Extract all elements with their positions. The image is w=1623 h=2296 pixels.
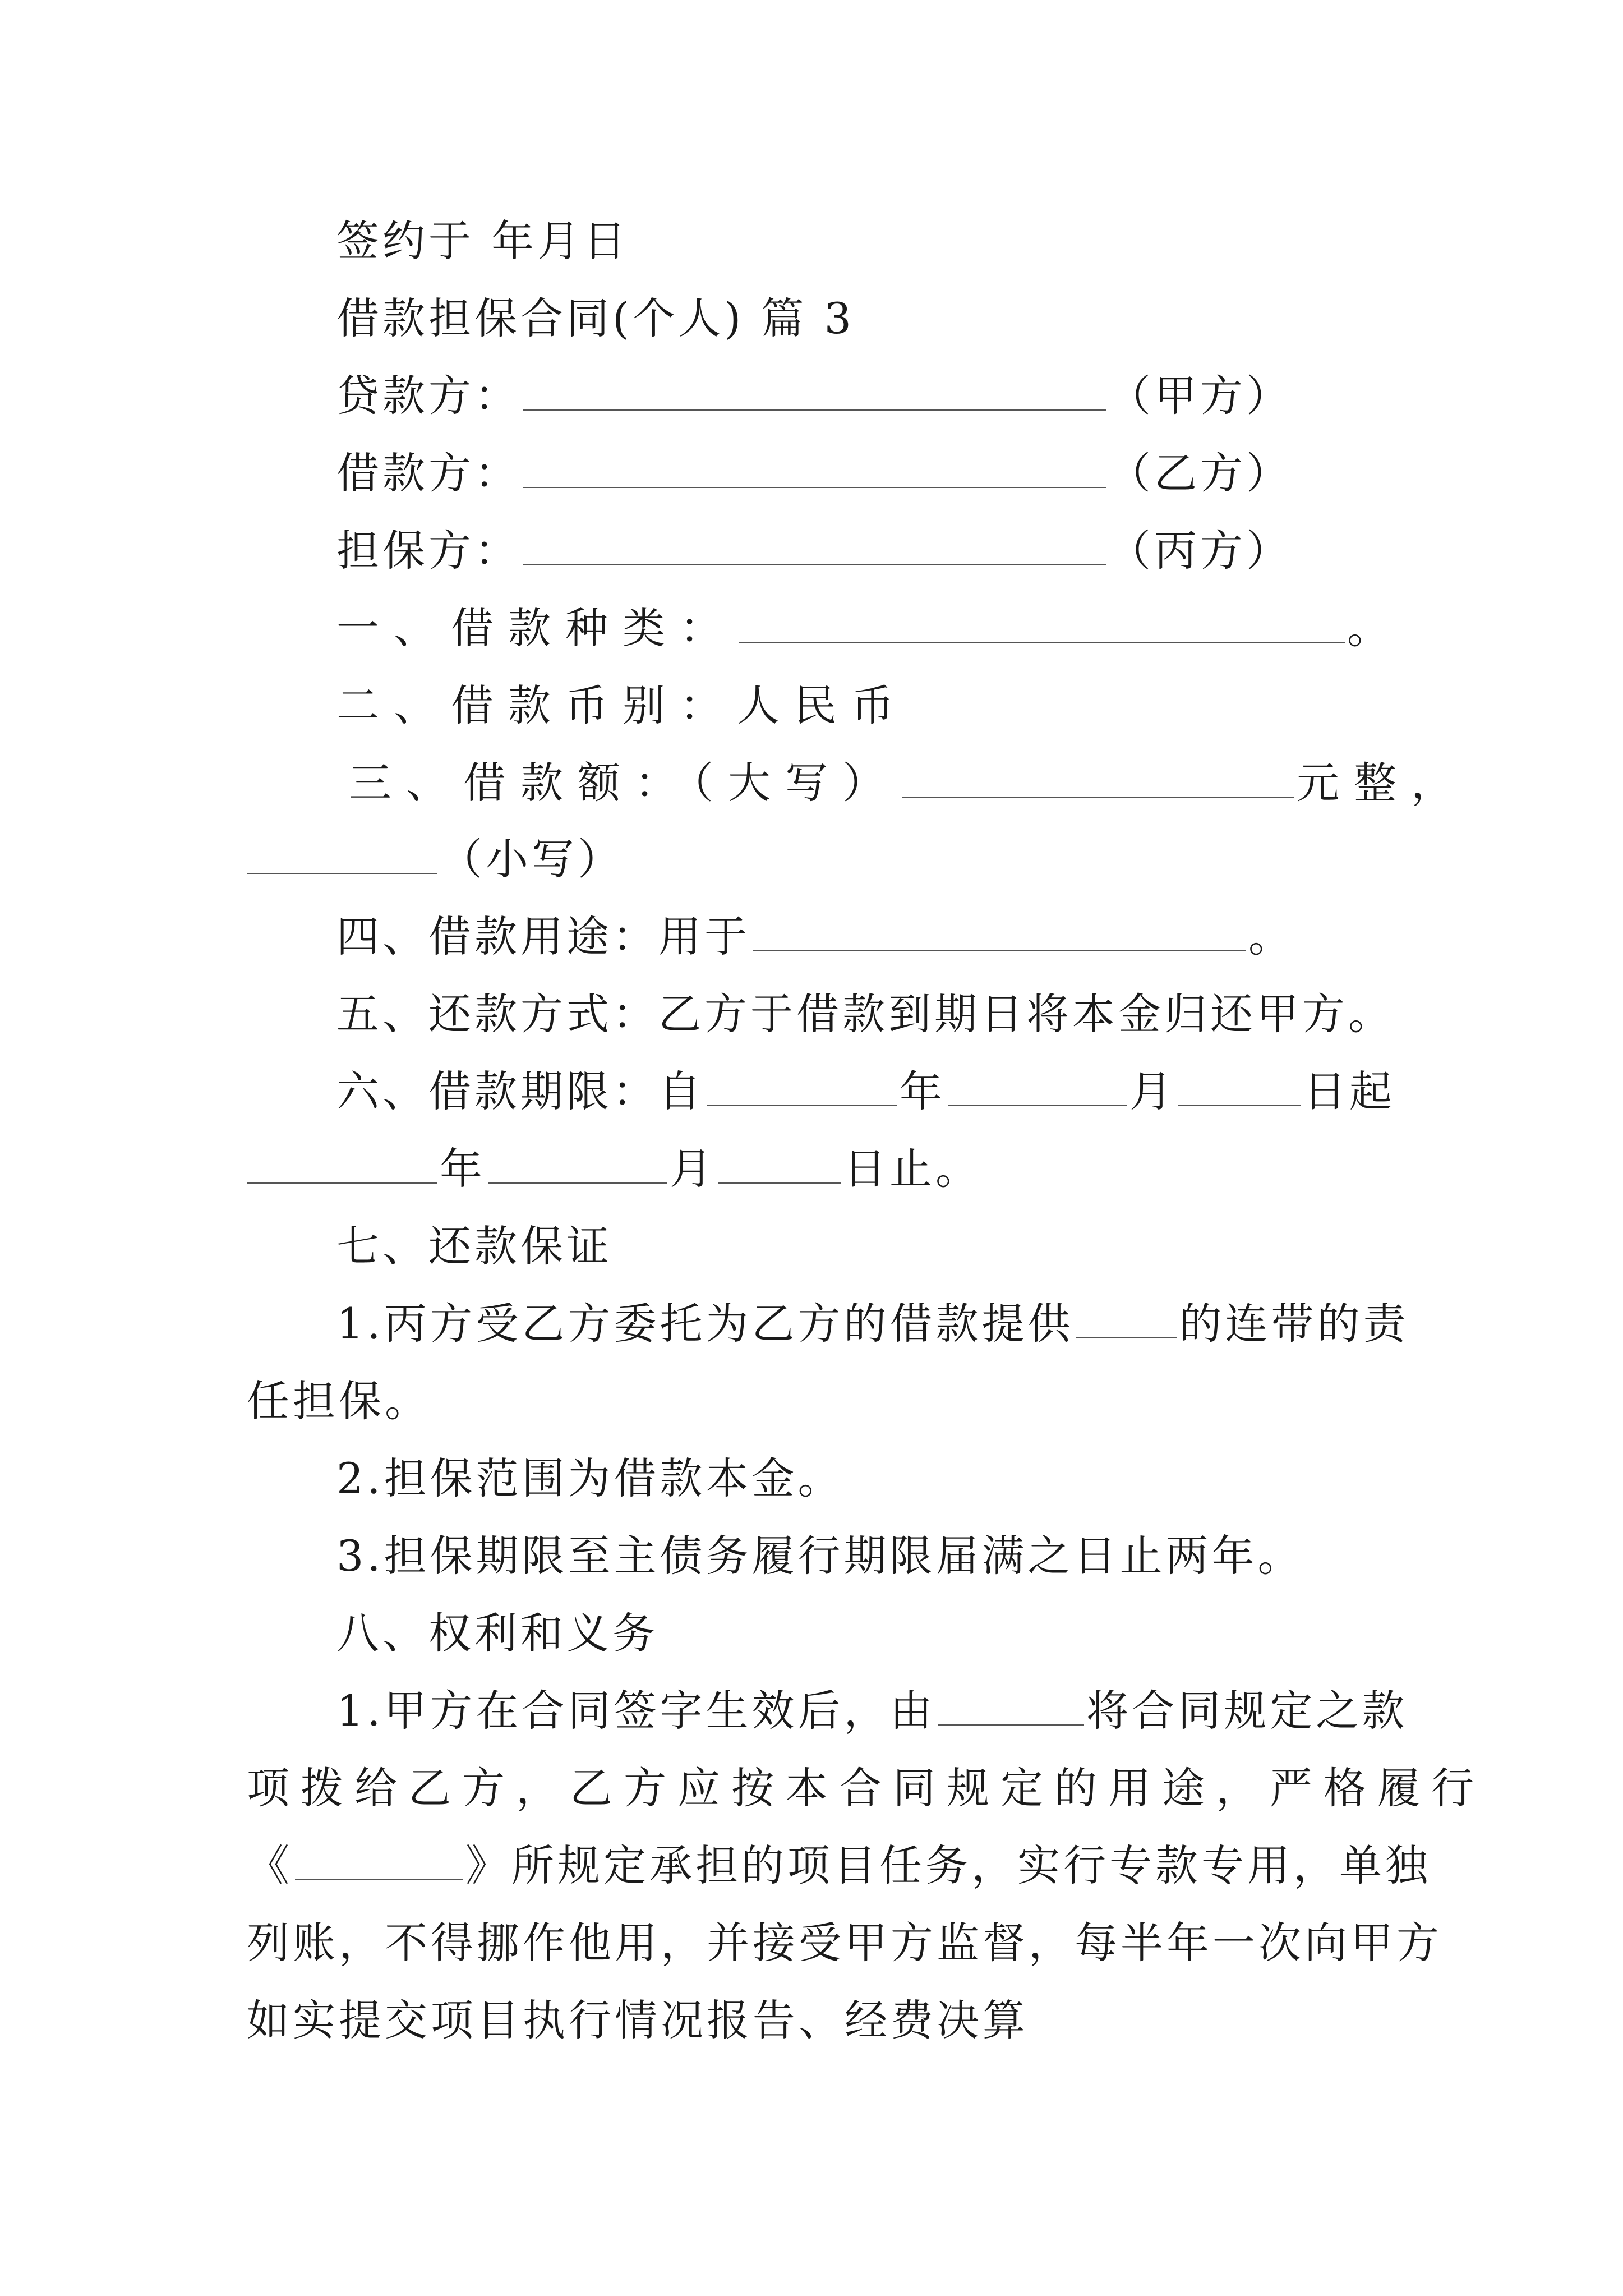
lender-line (336, 368, 1292, 424)
end-month-blank[interactable] (488, 1149, 667, 1184)
clause-3-small: （小写） (440, 834, 624, 884)
guarantor-line (336, 523, 1292, 579)
book-title-open: 《 (247, 1841, 293, 1890)
amount-small-blank[interactable] (247, 839, 437, 874)
clause-8-1-line-2: 项拨给乙方，乙方应按本合同规定的用途，严格履行 (247, 1763, 1485, 1813)
end-day-blank[interactable] (718, 1149, 841, 1184)
end-day-label: 日止。 (843, 1144, 981, 1194)
clause-7-1-text-a: 1.丙方受乙方委托为乙方的借款提供 (336, 1299, 1074, 1349)
loan-type-blank[interactable] (739, 608, 1345, 643)
clause-6-label: 六、借款期限：自 (336, 1066, 704, 1116)
clause-8-1 (336, 1683, 1408, 1739)
borrower-name-blank[interactable] (523, 453, 1106, 488)
clause-8-title: 八、权利和义务 (336, 1608, 658, 1658)
clause-6-term-end (247, 1141, 981, 1197)
end-year-label: 年 (440, 1144, 486, 1194)
clause-7-1-text-b: 的连带的责 (1179, 1299, 1409, 1349)
borrower-role: （乙方） (1108, 448, 1292, 498)
clause-4-label: 四、借款用途：用于 (336, 912, 750, 961)
start-year-label: 年 (900, 1066, 946, 1116)
purpose-blank[interactable] (753, 917, 1246, 951)
clause-4-purpose (336, 909, 1294, 965)
clause-7-2: 2.担保范围为借款本金。 (336, 1453, 844, 1503)
amount-capital-blank[interactable] (902, 763, 1294, 798)
guarantor-label: 担保方： (336, 526, 520, 576)
clause-8-1-line-4: 列账，不得挪作他用，并接受甲方监督，每半年一次向甲方 (247, 1918, 1442, 1968)
end-month-label: 月 (670, 1144, 716, 1194)
clause-7-1 (336, 1296, 1409, 1352)
contract-title: 借款担保合同(个人) 篇 3 (336, 293, 855, 343)
clause-7-1-cont: 任担保。 (247, 1376, 431, 1426)
clause-1-label: 一、借款种类： (336, 603, 737, 653)
clause-8-1-line-3-text: 》所规定承担的项目任务，实行专款专用，单独 (465, 1841, 1431, 1890)
clause-3-amount (349, 755, 1468, 811)
guarantor-name-blank[interactable] (523, 531, 1106, 565)
lender-label: 贷款方： (336, 371, 520, 421)
start-month-blank[interactable] (948, 1071, 1127, 1106)
start-month-label: 月 (1129, 1066, 1175, 1116)
clause-3-label: 三、借款额：（大写） (349, 758, 900, 808)
start-day-label: 日起 (1303, 1066, 1395, 1116)
start-day-blank[interactable] (1178, 1071, 1301, 1106)
clause-5-repayment: 五、还款方式：乙方于借款到期日将本金归还甲方。 (336, 989, 1394, 1039)
borrower-line (336, 445, 1292, 501)
clause-3-small-line (247, 831, 624, 887)
clause-1-loan-type (336, 600, 1404, 656)
project-name-blank[interactable] (295, 1846, 463, 1880)
clause-1-end: 。 (1347, 603, 1404, 653)
guarantor-role: （丙方） (1108, 526, 1292, 576)
clause-4-end: 。 (1248, 912, 1294, 961)
guarantee-type-blank[interactable] (1076, 1304, 1177, 1338)
clause-8-1-line-3 (247, 1838, 1431, 1894)
clause-7-title: 七、还款保证 (336, 1221, 612, 1271)
end-year-blank[interactable] (247, 1149, 437, 1184)
clause-3-unit: 元整， (1297, 758, 1468, 808)
payer-blank[interactable] (938, 1691, 1084, 1726)
borrower-label: 借款方： (336, 448, 520, 498)
clause-8-1-text-a: 1.甲方在合同签字生效后，由 (336, 1686, 936, 1736)
clause-2-currency: 二、借款币别：人民币 (336, 680, 909, 730)
lender-role: （甲方） (1108, 371, 1292, 421)
clause-7-3: 3.担保期限至主债务履行期限届满之日止两年。 (336, 1531, 1304, 1581)
signed-date-line: 签约于 年月日 (336, 216, 630, 266)
clause-8-1-text-b: 将合同规定之款 (1086, 1686, 1408, 1736)
clause-6-term-start (336, 1064, 1395, 1120)
clause-8-1-line-5: 如实提交项目执行情况报告、经费决算 (247, 1995, 1029, 2045)
lender-name-blank[interactable] (523, 376, 1106, 411)
start-year-blank[interactable] (707, 1071, 897, 1106)
